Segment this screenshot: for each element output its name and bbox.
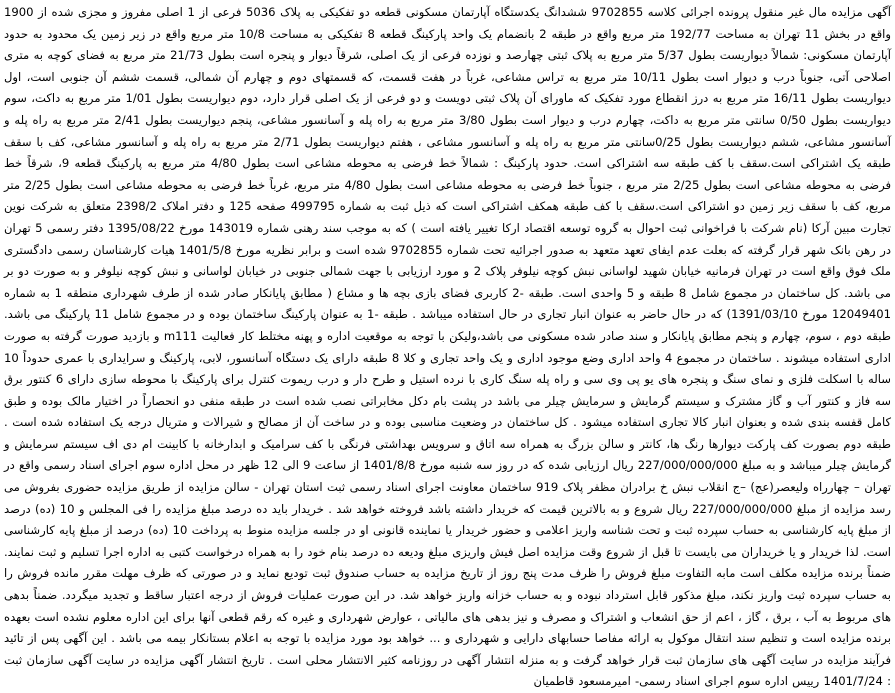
auction-notice-text: آگهی مزایده مال غیر منقول پرونده اجرائی کلاسه 9702855 ششدانگ یکدستگاه آپارتمان مسکونی قطعه دو تفکیکی به پلاک 5036 فرعی از 1 اصلی مفروز و مجزی شده از 1900 واقع در بخش 11 تهران به مساحت 192/77 متر مربع واقع در طبقه 2 بانضمام یک واحد پارکینگ قطعه 8 تفکیکی به مساحت 10/8 متر مربع واقع در زیر زمین یک محدود به حدود آپارتمان مسکونی: شمالاً دیواریست بطول 5/37 متر مربع به پلاک ثبتی چهارصد و نوزده فرعی از یک اصلی، شرقاً دیوار و پنجره است بطول 21/73 متر مربع به فضای کوچه به متری اصلاحی آتی، جنوباً درب و دیوار است بطول 10/11 متر مربع به تراس مشاعی، غرباً در هفت قسمت، که قسمتهای دوم و چهارم آن شمالی، قسمت ششم آن جنوبی است، اول دیواریست بطول 16/11 متر مربع به درز انقطاع مورد تفکیک که ماورای آن پلاک ثبتی دویست و دو فرعی از یک اصلی قرار دارد، دوم دیواریست بطول 1/01 متر مربع به داکت، سوم دیواریست بطول 0/50 سانتی متر مربع به داکت، چهارم درب و دیوار است بطول 3/80 متر مربع به راه پله و آسانسور مشاعی، پنجم دیواریست بطول 2/41 متر مربع به راه پله و آسانسور مشاعی، ششم دیواریست بطول 0/25سانتی متر مربع به راه پله و آسانسور مشاعی ، هفتم دیواریست بطول 2/71 متر مربع به راه پله و آسانسور مشاعی، کف با سقف طبقه یک اشتراکی است.سقف با کف طبقه سه اشتراکی است. حدود پارکینگ : شمالاً خط فرضی به محوطه مشاعی است بطول 4/80 متر مربع به پارکینگ قطعه 9، شرقاً خط فرضی به محوطه مشاعی است بطول 2/25 متر مربع ، جنوباً خط فرضی به محوطه مشاعی است بطول 4/80 متر مربع، غرباً خط فرضی به محوطه مشاعی است بطول 2/25 متر مربع، کف با سقف زیر زمین دو اشتراکی است.سقف با کف طبقه همکف اشتراکی است که ذیل ثبت به شماره 499795 صفحه 125 و دفتر املاک 2398/2 متعلق به شرکت نوین تجارت مبین آرکا (نام شرکت با فراخوانی ثبت احوال به گروه توسعه اقتصاد ارکا تغییر یافته است ) که به موجب سند رهنی شماره 143019 مورخ 1395/08/22 دفتر رسمی 5 تهران در رهن بانک شهر قرار گرفته که بعلت عدم ایفای تعهد متعهد به صدور اجرائیه تحت شماره 9702855 شده است و برابر نظریه مورخ 1401/5/8 هیات کارشناسان رسمی دادگستری ملک فوق واقع است در تهران فرمانیه خیابان شهید لواسانی نبش کوچه نیلوفر پلاک 2 و مورد ارزیابی با جهت شمالی جنوبی در خیابان لواسانی و نبش کوچه نیلوفر و به صورت دو بر می باشد. کل ساختمان در مجموع شامل 8 طبقه و 5 واحدی است. طبقه -2 کاربری فضای بازی بچه ها و مشاع ( مطابق پایانکار صادر شده از طرف شهرداری منطقه 1 به شماره 12049401 مورخ 1391/03/10) که در حال حاضر به عنوان انبار تجاری در حال استفاده میباشد . طبقه -1 به عنوان پارکینگ ساختمان بوده و در مجموع شامل 11 پارکینگ می باشد. طبقه دوم ، سوم، چهارم و پنجم مطابق پایانکار و سند صادر شده مسکونی می باشد،ولیکن با توجه به موقعیت اداره و پهنه مختلط کار فعالیت m111 و بازدید صورت گرفته به صورت اداری استفاده میشوند . ساختمان در مجموع 4 واحد اداری وضع موجود اداری و یک واحد تجاری و کلا 8 طبقه دارای یک دستگاه آسانسور، لابی، پارکینگ و سرایداری با عمری حدوداً 10 ساله با اسکلت فلزی و نمای سنگ و پنجره های یو پی وی سی و راه پله سنگ کاری با نرده استیل و طرح دار و درب ریموت کنترل برای پارکینگ با محوطه سازی دارای 6 کنتور برق سه فاز و کنتور آب و گاز مشترک و سیستم گرمایش و سرمایش چیلر می باشد در پشت بام دکل مخابراتی نصب شده است در طبقه منفی دو انحصاراً در اختیار مالک بوده و طبق کامل قفسه بندی شده و بعنوان انبار کالا تجاری استفاده میشود . کل ساختمان در وضعیت مناسبی بوده و در ساخت آن از مصالح و شیرالات و متریال درجه یک استفاده شده است . طبقه دوم بصورت کف پارکت دیوارها رنگ ها، کانتر و سالن بزرگ به همراه سه اتاق و سرویس بهداشتی فرنگی با کف سرامیک و ابدارخانه با کابینت ام دی اف سیستم سرمایش و گرمایش چیلر میباشد و به مبلغ 227/000/000/000 ریال ارزیابی شده که در روز سه شنبه مورخ 1401/8/8 از ساعت 9 الی 12 ظهر در محل اداره سوم اجرای اسناد رسمی واقع در تهران – چهارراه ولیعصر(عج) –ج انقلاب نبش خ برادران مظفر پلاک 919 ساختمان معاونت اجرای اسناد رسمی ثبت استان تهران - سالن مزایده از طریق مزایده حضوری بفروش می رسد مزایده از مبلغ 227/000/000/000 ریال شروع و به بالاترین قیمت که خریدار داشته باشد فروخته خواهد شد . خریدار باید ده درصد مبلغ مزایده را فی المجلس و 10 (ده) درصد از مبلغ پایه کارشناسی به حساب سپرده ثبت و تحت شناسه واریز اعلامی و حضور خریدار یا نماینده قانونی او در جلسه مزایده منوط به پرداخت 10 (ده) درصد از مبلغ پایه کارشناسی است. لذا خریدار و یا خریداران می بایست تا قبل از شروع وقت مزایده اصل فیش واریزی مبلغ ودیعه ده درصد بنام خود را به همراه درخواست کتبی به اداره اجرا تسلیم و ثبت نمایند. ضمناً برنده مزایده مکلف است مابه التفاوت مبلغ فروش را ظرف مدت پنج روز از تاریخ مزایده به حساب صندوق ثبت تودیع نماید و در صورتی که ظرف مهلت مقرر مانده فروش را به حساب سپرده ثبت واریز نکند، مبلغ مذکور قابل استرداد نبوده و به حساب خزانه واریز خواهد شد. در این صورت عملیات فروش از درجه اعتبار ساقط و تجدید میگردد. ضمناً بدهی های مربوط به آب ، برق ، گاز ، اعم از حق انشعاب و اشتراک و مصرف و نیز بدهی های مالیاتی ، عوارض شهرداری و غیره که رقم قطعی آنها برای این اداره معلوم نشده است بعهده برنده مزایده است و تنظیم سند انتقال موکول به ارائه مفاصا حسابهای دارایی و شهرداری و ... خواهد بود مورد مزایده با توجه به اعلام بستانکار بیمه می باشد . این آگهی پس از تائید فرآیند مزایده در سایت آگهی های سازمان ثبت قرار خواهد گرفت و به منزله انتشار آگهی در روزنامه کثیر الانتشار محلی است . تاریخ انتشار آگهی مزایده در سایت آگهی سازمان ثبت : 1401/7/24 رییس اداره سوم اجرای اسناد رسمی- امیرمسعود قاطمیان <box>4 5 892 689</box>
